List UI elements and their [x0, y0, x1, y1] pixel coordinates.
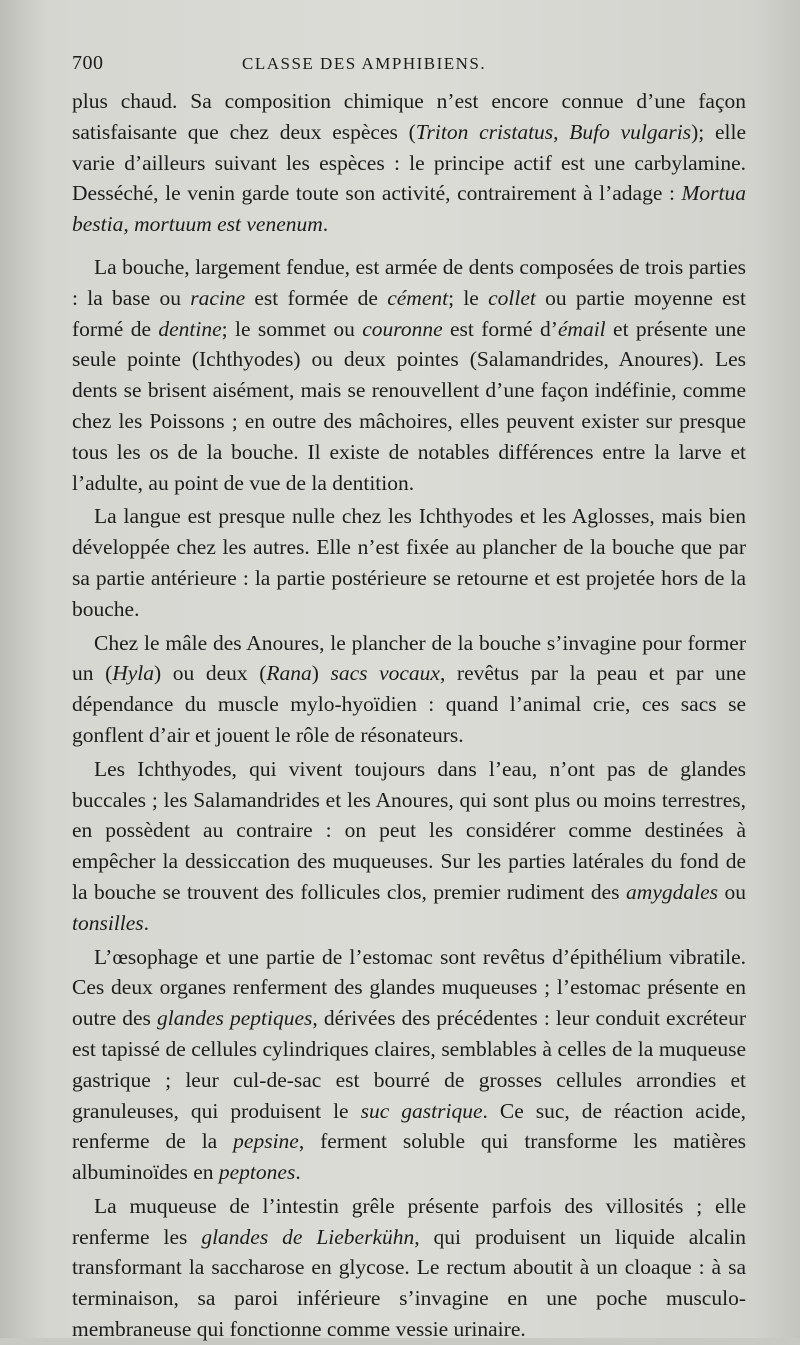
text-run: La langue est presque nulle chez les Ichthyodes et les Aglosses, mais bien développée chez les autres. Elle n’est fixée au plancher de la bouche que par sa partie antérieure : la partie postérieure se retourne et est projetée hors de la bouche. [72, 504, 746, 621]
italic-term: Mortua bestia, mortuum est venenum [72, 181, 746, 237]
italic-term: tonsilles [72, 910, 144, 935]
paragraph [72, 942, 746, 1188]
text-run: ou [718, 879, 747, 904]
italic-term: cément [387, 285, 449, 310]
paragraph [72, 501, 746, 624]
text-run: , qui produisent un liquide alcalin transformant la saccharose en glycose. Le rectum aboutit à un cloaque : à sa terminaison, sa paroi inférieure s’invagine en une poche musculo-membraneuse qui fonctionne comme vessie urinaire. [72, 1224, 746, 1342]
text-run: ; le [448, 285, 489, 310]
running-head: CLASSE DES AMPHIBIENS. [242, 54, 487, 73]
text-run: ); elle varie d’ailleurs suivant les espèces : le principe actif est une carbylamine. Desséché, le venin garde toute son activité, contrairement à l’adage : [72, 119, 746, 206]
text-run: . [295, 1160, 301, 1185]
italic-term: Rana [266, 661, 312, 686]
italic-term: Bufo vulgaris [569, 119, 692, 144]
italic-term: émail [557, 316, 606, 341]
text-run: Les Ichthyodes, qui vivent toujours dans l’eau, n’ont pas de glandes buccales ; les Salamandrides et les Anoures, qui sont plus ou moins terrestres, en possèdent au contraire : on peut les considérer comme destinées à empêcher la dessiccation des muqueuses. Sur les parties latérales du fond de la bouche se trouvent des follicules clos, premier rudiment des [72, 756, 746, 904]
page-header [72, 52, 746, 86]
italic-term: sacs vocaux [330, 661, 440, 686]
text-run: , revêtus par la peau et par une dépendance du muscle mylo-hyoïdien : quand l’animal crie, ces sacs se gonflent d’air et jouent le rôle de résonateurs. [72, 661, 746, 747]
text-run: ou partie moyenne est formé de [72, 285, 746, 341]
paragraph [72, 252, 746, 498]
text-run: ; le sommet ou [221, 316, 363, 341]
text-run: . [322, 212, 329, 237]
body-text [72, 86, 746, 1345]
text-run: Chez le mâle des Anoures, le plancher de la bouche s’invagine pour former un ( [72, 630, 746, 686]
page-number: 700 [72, 52, 104, 74]
italic-term: couronne [362, 316, 443, 341]
italic-term: peptones [218, 1160, 296, 1185]
text-run: , ferment soluble qui transforme les matières albuminoïdes en [72, 1129, 746, 1185]
italic-term: glandes de Lieberkühn [201, 1224, 415, 1249]
italic-term: collet [488, 285, 536, 310]
text-run: , dérivées des précédentes : leur conduit excréteur est tapissé de cellules cylindriques claires, semblables à celles de la muqueuse gastrique ; leur cul-de-sac est bourré de grosses cellules arrondies et granuleuses, qui produisent le [72, 1006, 746, 1123]
paragraph [72, 754, 746, 939]
italic-term: Hyla [112, 661, 155, 686]
paragraph [72, 1191, 746, 1345]
italic-term: amygdales [626, 879, 718, 904]
italic-term: suc gastrique [360, 1098, 483, 1123]
paragraph [72, 628, 746, 751]
italic-term: pepsine [233, 1129, 299, 1154]
italic-term: Triton cristatus [415, 119, 554, 144]
text-run: est formé d’ [442, 316, 558, 341]
text-run: . [143, 910, 150, 935]
text-run: ) [311, 661, 331, 686]
text-run: , [553, 119, 570, 144]
text-run: La bouche, largement fendue, est armée de dents composées de trois parties : la base ou [72, 254, 746, 310]
italic-term: racine [190, 285, 246, 310]
italic-term: glandes peptiques [157, 1006, 313, 1031]
text-run: La muqueuse de l’intestin grêle présente parfois des villosités ; elle renferme les [72, 1193, 746, 1249]
text-run: . Ce suc, de réaction acide, renferme de la [72, 1098, 747, 1154]
italic-term: dentine [158, 316, 222, 341]
text-run: et présente une seule pointe (Ichthyodes) ou deux pointes (Salamandrides, Anoures). Les dents se brisent aisément, mais se renouvellent d’une façon indéfinie, comme chez les Poissons ; en outre des mâchoires, elles peuvent exister sur presque tous les os de la bouche. Il existe de notables différences entre la larve et l’adulte, au point de vue de la dentition. [72, 316, 746, 495]
text-run: L’œsophage et une partie de l’estomac sont revêtus d’épithélium vibratile. Ces deux organes renferment des glandes muqueuses ; l’estomac présente en outre des [72, 944, 746, 1031]
text-run: est formée de [245, 285, 388, 310]
text-run: ) ou deux ( [154, 661, 267, 686]
text-run: plus chaud. Sa composition chimique n’est encore connue d’une façon satisfaisante que chez deux espèces ( [72, 89, 746, 144]
paragraph [72, 86, 746, 240]
